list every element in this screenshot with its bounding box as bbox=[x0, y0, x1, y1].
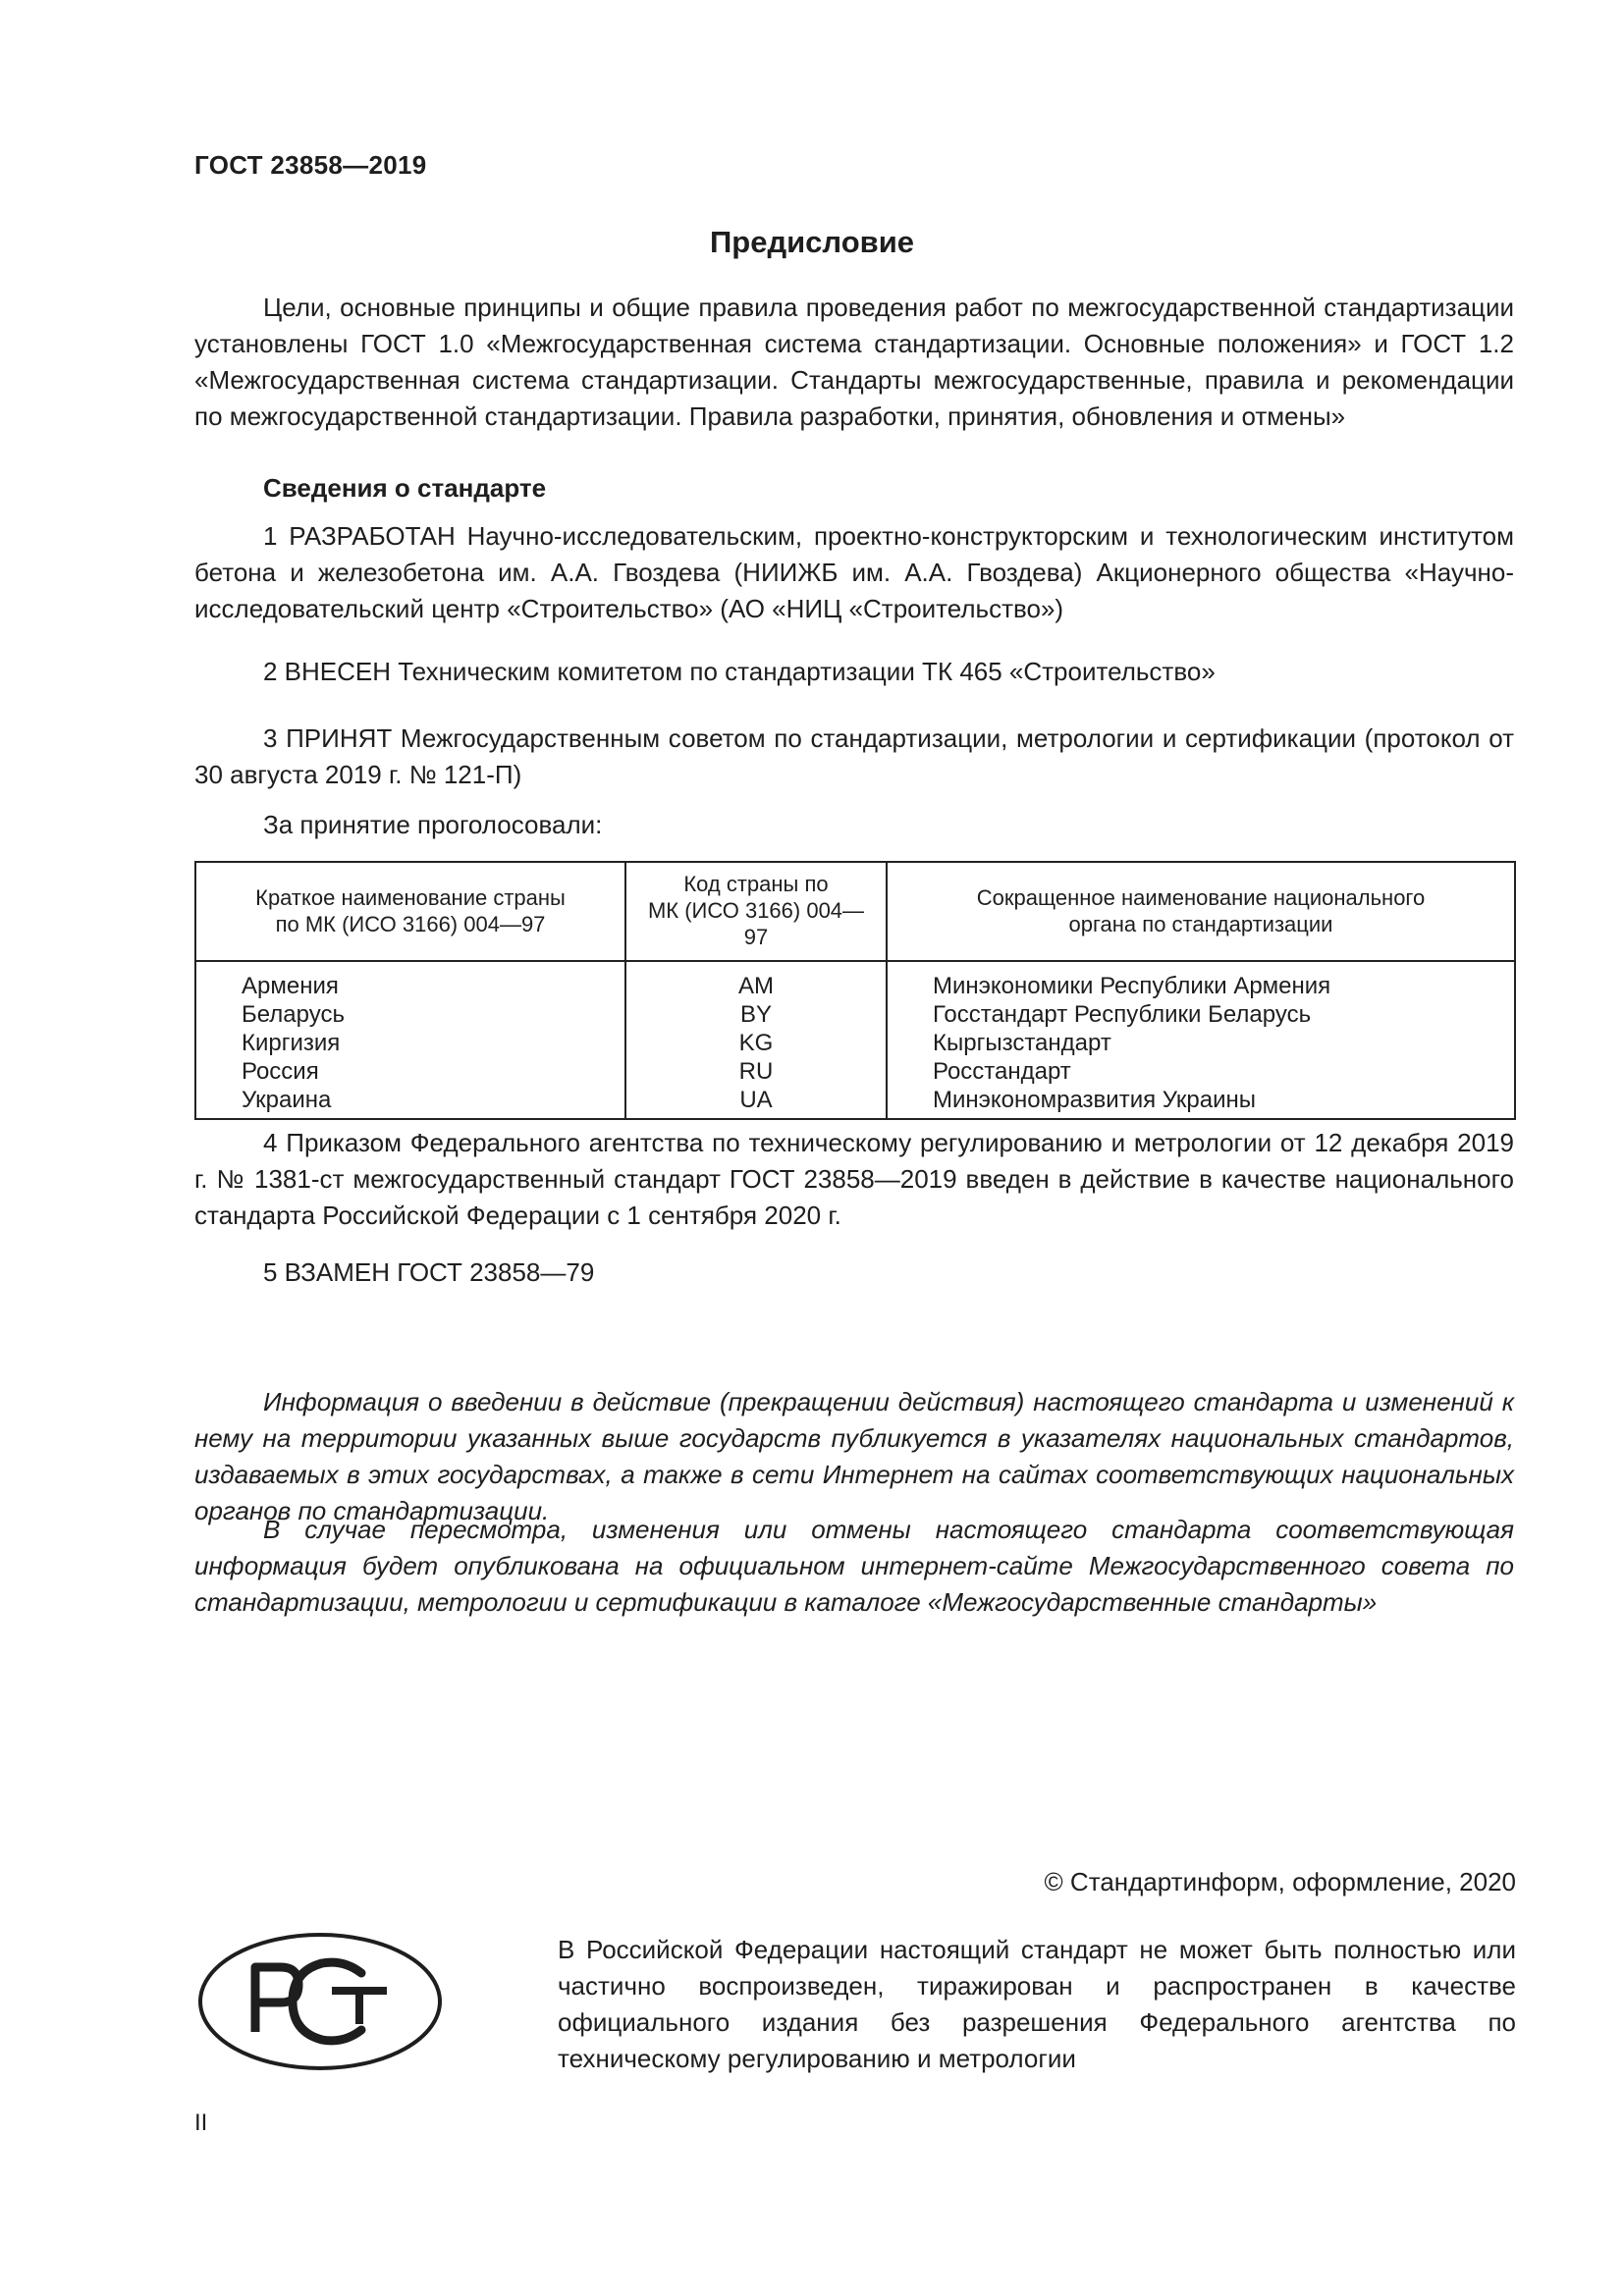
header-country-code bbox=[625, 862, 887, 961]
country-name: Украина bbox=[195, 1086, 625, 1119]
table-row bbox=[195, 1057, 1515, 1086]
notice-text-1: Информация о введении в действие (прекращении действия) настоящего стандарта и изменений к нему на территории указанных выше государств публикуется в указателях национальных стандартов, издаваемых в этих государствах, а также в сети Интернет на сайтах соответствующих национальных органов по стандартизации. bbox=[194, 1387, 1514, 1525]
document-code: ГОСТ 23858—2019 bbox=[194, 150, 427, 180]
header-line: МК (ИСО 3166) 004—97 bbox=[647, 898, 865, 949]
notice-text-2: В случае пересмотра, изменения или отмены настоящего стандарта соответствующая информация будет опубликована на официальном интернет-сайте Межгосударственного совета по стандартизации, метрологии и сертификации в каталоге «Межгосударственные стандарты» bbox=[194, 1515, 1514, 1617]
national-body: Минэкономики Республики Армения bbox=[887, 961, 1515, 1000]
reproduction-text: В Российской Федерации настоящий стандарт не может быть полностью или частично воспроизведен, тиражирован и распространен в качестве официального издания без разрешения Федерального агентства по техническому регулированию и метрологии bbox=[558, 1935, 1516, 2073]
rst-logo-icon bbox=[194, 1928, 446, 2075]
item-introduced bbox=[194, 654, 1514, 690]
table-row bbox=[195, 1086, 1515, 1119]
intro-text: Цели, основные принципы и общие правила проведения работ по межгосударственной стандартизации установлены ГОСТ 1.0 «Межгосударственная система стандартизации. Основные положения» и ГОСТ 1.2 «Межгосударственная система стандартизации. Стандарты межгосударственные, правила и рекомендации по межгосударственной стандартизации. Правила разработки, принятия, обновления и отмены» bbox=[194, 293, 1514, 431]
table-row bbox=[195, 961, 1515, 1000]
country-code: KG bbox=[625, 1029, 887, 1057]
table-header-row bbox=[195, 862, 1515, 961]
table-row bbox=[195, 1000, 1515, 1029]
copyright: © Стандартинформ, оформление, 2020 bbox=[1044, 1867, 1516, 1896]
item-order-text: 4 Приказом Федерального агентства по техническому регулированию и метрологии от 12 декабря 2019 г. № 1381-ст межгосударственный стандарт ГОСТ 23858—2019 введен в действие в качестве национального стандарта Российской Федерации с 1 сентября 2020 г. bbox=[194, 1128, 1514, 1230]
countries-table bbox=[194, 861, 1516, 1120]
national-body: Кыргызстандарт bbox=[887, 1029, 1515, 1057]
header-line: Краткое наименование страны bbox=[255, 884, 566, 910]
item-replaces-text: 5 ВЗАМЕН ГОСТ 23858—79 bbox=[263, 1257, 595, 1287]
item-adopted-text: 3 ПРИНЯТ Межгосударственным советом по стандартизации, метрологии и сертификации (протокол от 30 августа 2019 г. № 121-П) bbox=[194, 723, 1514, 789]
country-name: Беларусь bbox=[195, 1000, 625, 1029]
header-country-name bbox=[195, 862, 625, 961]
item-developed bbox=[194, 518, 1514, 627]
header-line: Код страны по bbox=[683, 872, 829, 896]
item-introduced-text: 2 ВНЕСЕН Техническим комитетом по стандартизации ТК 465 «Строительство» bbox=[263, 657, 1216, 686]
country-code: BY bbox=[625, 1000, 887, 1029]
national-body: Росстандарт bbox=[887, 1057, 1515, 1086]
intro-paragraph bbox=[194, 290, 1514, 435]
item-replaces bbox=[194, 1255, 1514, 1291]
info-heading: Сведения о стандарте bbox=[263, 473, 547, 503]
item-developed-text: 1 РАЗРАБОТАН Научно-исследовательским, проектно-конструкторским и технологическим институтом бетона и железобетона им. А.А. Гвоздева (НИИЖБ им. А.А. Гвоздева) Акционерного общества «Научно-исследовательский центр «Строительство» (АО «НИЦ «Строительство») bbox=[194, 521, 1514, 623]
country-code: AM bbox=[625, 961, 887, 1000]
voted-label: За принятие проголосовали: bbox=[263, 810, 603, 839]
national-body: Минэкономразвития Украины bbox=[887, 1086, 1515, 1119]
national-body: Госстандарт Республики Беларусь bbox=[887, 1000, 1515, 1029]
country-name: Армения bbox=[195, 961, 625, 1000]
header-line: по МК (ИСО 3166) 004—97 bbox=[275, 911, 546, 936]
item-order bbox=[194, 1125, 1514, 1234]
reproduction-notice bbox=[558, 1932, 1516, 2077]
country-name: Киргизия bbox=[195, 1029, 625, 1057]
notice-paragraph-2 bbox=[194, 1512, 1514, 1621]
country-code: UA bbox=[625, 1086, 887, 1119]
page-title: Предисловие bbox=[709, 225, 914, 259]
header-line: органа по стандартизации bbox=[1068, 911, 1333, 936]
table-row bbox=[195, 1029, 1515, 1057]
header-national-body bbox=[887, 862, 1515, 961]
item-adopted bbox=[194, 721, 1514, 793]
country-code: RU bbox=[625, 1057, 887, 1086]
notice-paragraph-1 bbox=[194, 1384, 1514, 1529]
country-name: Россия bbox=[195, 1057, 625, 1086]
header-line: Сокращенное наименование национального bbox=[976, 884, 1426, 910]
page-number: II bbox=[194, 2109, 208, 2136]
